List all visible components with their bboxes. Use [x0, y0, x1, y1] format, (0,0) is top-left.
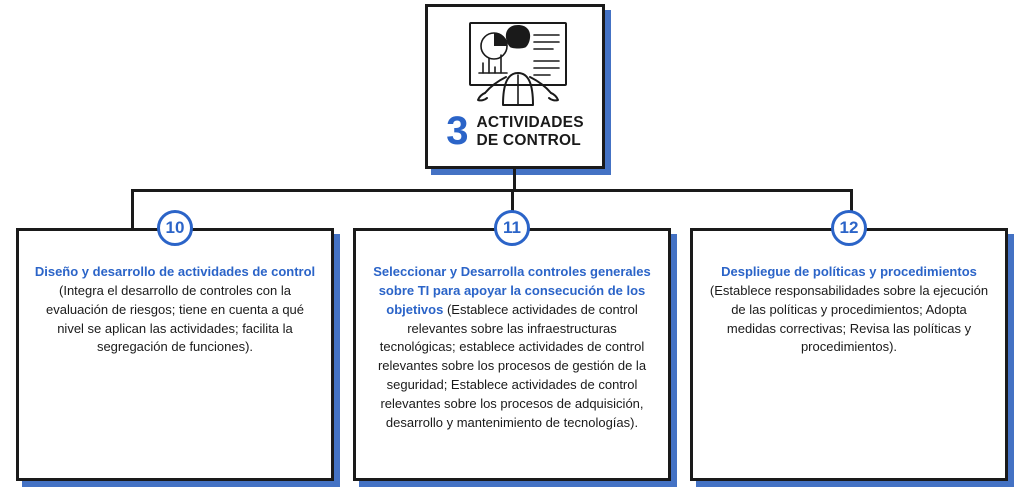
node-lead-text: Seleccionar y Desarrolla controles generales sobre TI para apoyar la consecución de los objetivos — [373, 264, 651, 317]
connector-bus — [131, 189, 853, 192]
header-title-line2: DE CONTROL — [476, 132, 581, 149]
connector-stem-top — [513, 169, 516, 191]
node-box — [16, 228, 334, 481]
header-number: 3 — [446, 109, 469, 153]
node-text — [707, 263, 991, 357]
node-body-text: (Establece actividades de control relevantes sobre las infraestructuras tecnológicas; establece actividades de control relevantes sobre los procesos de gestión de la seguridad; Establece actividades de control relevantes sobre los procesos de adquisición, desarrollo y mantenimiento de tecnologías). — [377, 301, 647, 430]
connector-drop-left — [131, 189, 134, 230]
node-text — [370, 263, 654, 433]
person-presenting-chart-board-icon — [428, 11, 602, 109]
node-box — [690, 228, 1008, 481]
header-title-line1: ACTIVIDADES — [476, 114, 584, 132]
control-node-11 — [353, 218, 671, 481]
node-badge-11: 11 — [494, 210, 530, 246]
node-text — [33, 263, 317, 357]
node-box — [353, 228, 671, 481]
node-badge-12: 12 — [831, 210, 867, 246]
control-node-10 — [16, 218, 334, 481]
control-node-12 — [690, 218, 1008, 481]
header-title — [476, 114, 583, 150]
header-caption — [428, 104, 602, 160]
node-badge-10: 10 — [157, 210, 193, 246]
node-lead-text: Diseño y desarrollo de actividades de control — [34, 264, 316, 279]
node-body-text: (Establece responsabilidades sobre la ejecución de las políticas y procedimientos; Adopta medidas correctivas; Revisa las políticas y procedimientos). — [709, 282, 989, 355]
header-node — [425, 4, 605, 169]
node-lead-text: Despliegue de políticas y procedimientos — [721, 264, 977, 279]
node-body-text: (Integra el desarrollo de controles con la evaluación de riesgos; tiene en cuenta a qué nivel se aplican las actividades; facilita la segregación de funciones). — [45, 282, 305, 355]
